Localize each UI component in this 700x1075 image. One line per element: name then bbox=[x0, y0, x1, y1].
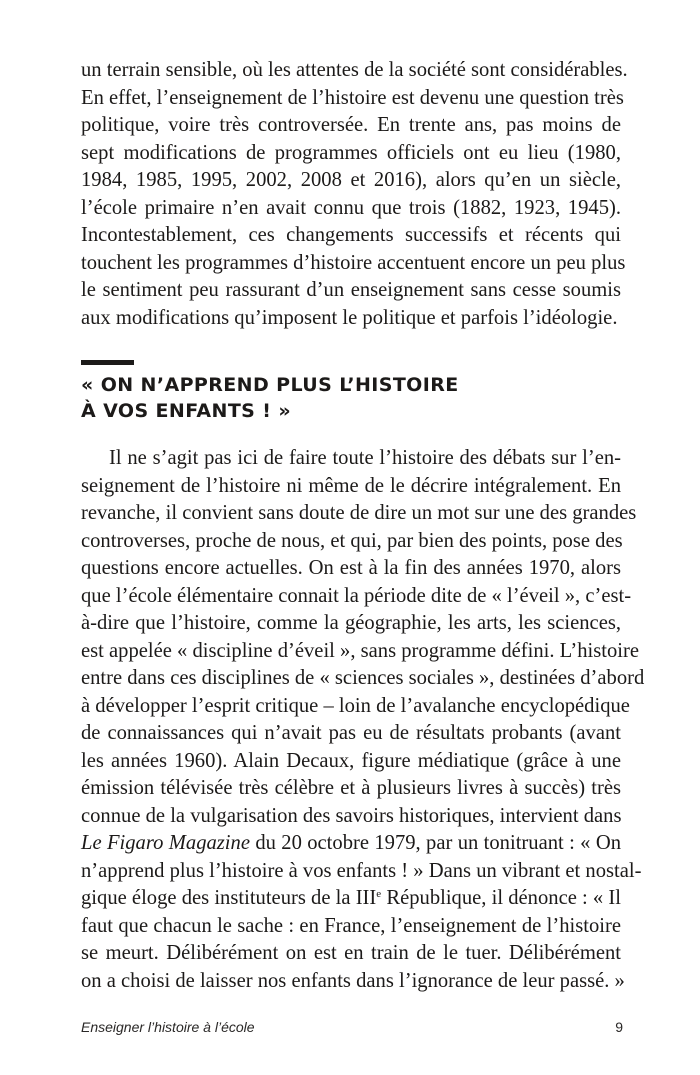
text-line: 1984, 1985, 1995, 2002, 2008 et 2016), alors qu’en un siècle, bbox=[81, 169, 621, 191]
text-line: un terrain sensible, où les attentes de la société sont considérables. bbox=[81, 59, 628, 81]
text-line: Il ne s’agit pas ici de faire toute l’histoire des débats sur l’en- bbox=[109, 447, 621, 469]
heading-rule bbox=[81, 360, 134, 365]
text-line: les années 1960). Alain Decaux, figure médiatique (grâce à une bbox=[81, 749, 621, 772]
text-fragment: du 20 octobre 1979, par un tonitruant : « On bbox=[249, 832, 621, 854]
text-fragment: République, il dénonce : « Il bbox=[381, 887, 621, 909]
text-line: l’école primaire n’en avait connu que trois (1882, 1923, 1945). bbox=[81, 196, 621, 219]
text-line bbox=[81, 830, 621, 858]
text-line: de connaissances qui n’avait pas eu de résultats probants (avant bbox=[81, 722, 621, 744]
text-line: entre dans ces disciplines de « sciences sociales », destinées d’abord bbox=[81, 667, 645, 689]
page-number: 9 bbox=[615, 1019, 623, 1035]
text-line: faut que chacun le sache : en France, l’enseignement de l’histoire bbox=[81, 914, 621, 937]
text-line: émission télévisée très célèbre et à plusieurs livres à succès) très bbox=[81, 777, 621, 799]
text-line: le sentiment peu rassurant d’un enseignement sans cesse soumis bbox=[81, 279, 621, 301]
text-line: questions encore actuelles. On est à la fin des années 1970, alors bbox=[81, 557, 621, 579]
text-line: à développer l’esprit critique – loin de l’avalanche encyclopédique bbox=[81, 694, 630, 717]
text-line: est appelée « discipline d’éveil », sans programme défini. L’histoire bbox=[81, 639, 639, 662]
section-heading-line-2: À VOS ENFANTS ! » bbox=[81, 400, 292, 422]
text-line: que l’école élémentaire connait la période dite de « l’éveil », c’est- bbox=[81, 584, 632, 607]
text-line: sept modifications de programmes officiels ont eu lieu (1980, bbox=[81, 141, 621, 164]
text-line: Incontestablement, ces changements successifs et récents qui bbox=[81, 224, 621, 246]
text-line: seignement de l’histoire ni même de le décrire intégralement. En bbox=[81, 474, 621, 497]
text-line: politique, voire très controversée. En trente ans, pas moins de bbox=[81, 114, 621, 136]
text-line: En effet, l’enseignement de l’histoire est devenu une question très bbox=[81, 86, 624, 109]
text-line: controverses, proche de nous, et qui, par bien des points, pose des bbox=[81, 529, 623, 552]
text-line: se meurt. Délibérément on est en train de le tuer. Délibérément bbox=[81, 942, 621, 964]
text-line: n’apprend plus l’histoire à vos enfants ! » Dans un vibrant et nostal- bbox=[81, 859, 642, 882]
text-line bbox=[81, 885, 621, 913]
text-line: à-dire que l’histoire, comme la géographie, les arts, les sciences, bbox=[81, 612, 621, 634]
running-footer-title: Enseigner l’histoire à l’école bbox=[81, 1019, 255, 1035]
text-line: revanche, il convient sans doute de dire un mot sur une des grandes bbox=[81, 502, 637, 524]
text-line: aux modifications qu’imposent le politique et parfois l’idéologie. bbox=[81, 306, 618, 329]
text-line: on a choisi de laisser nos enfants dans l’ignorance de leur passé. » bbox=[81, 969, 625, 992]
superscript: e bbox=[376, 888, 382, 900]
magazine-title: Le Figaro Magazine bbox=[81, 832, 250, 854]
text-line: connue de la vulgarisation des savoirs historiques, intervient dans bbox=[81, 804, 622, 827]
section-heading-line-1: « ON N’APPREND PLUS L’HISTOIRE bbox=[81, 374, 459, 396]
text-fragment: gique éloge des instituteurs de la III bbox=[81, 887, 377, 909]
text-line: touchent les programmes d’histoire accentuent encore un peu plus bbox=[81, 251, 626, 274]
